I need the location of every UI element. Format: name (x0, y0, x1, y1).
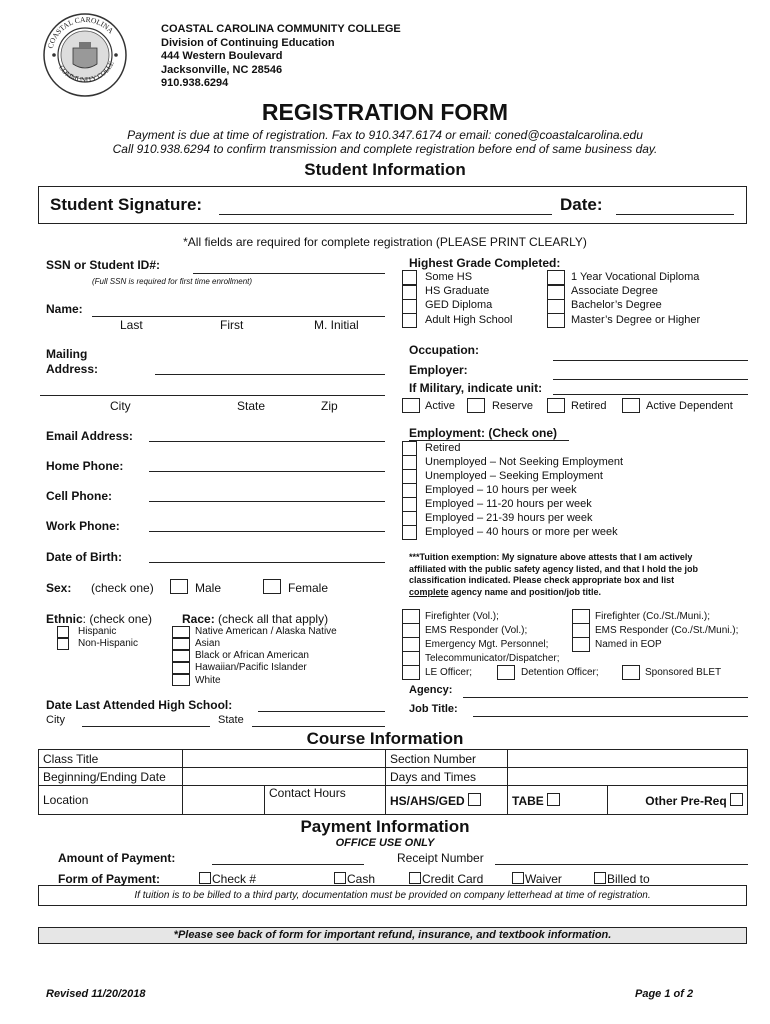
firefighter-vol: Firefighter (Vol.); (425, 611, 499, 622)
grade-hs-graduate: HS Graduate (425, 285, 490, 297)
occupation-label: Occupation: (409, 343, 480, 357)
street-address: 444 Western Boulevard (161, 50, 283, 62)
military-active-checkbox[interactable] (402, 398, 420, 413)
ems-co-checkbox[interactable] (572, 623, 590, 638)
employment-checkbox-not-seeking[interactable] (402, 455, 417, 470)
payment-note: Payment is due at time of registration. Fax to 910.347.6174 or email: coned@coastalcarolina.edu (127, 128, 643, 142)
ssn-label: SSN or Student ID#: (46, 258, 161, 272)
course-table (38, 749, 748, 815)
address-label: Address: (46, 362, 99, 376)
signature-date-field[interactable] (616, 214, 734, 215)
named-eop-checkbox[interactable] (572, 637, 590, 652)
revised-date: Revised 11/20/2018 (46, 988, 146, 1000)
job-title-label: Job Title: (409, 703, 458, 715)
tuition-line-1: ***Tuition exemption: My signature above attests that I am actively (409, 552, 693, 562)
work-phone-label: Work Phone: (46, 519, 120, 533)
receipt-field[interactable] (495, 864, 748, 865)
course-info-heading: Course Information (306, 729, 464, 748)
cell-phone-label: Cell Phone: (46, 489, 113, 503)
back-of-form-notice: *Please see back of form for important refund, insurance, and textbook information. (173, 929, 612, 941)
male-checkbox[interactable] (170, 579, 188, 594)
billed-checkbox[interactable] (594, 872, 606, 884)
student-info-heading: Student Information (304, 160, 466, 179)
date-label: Date: (560, 195, 603, 214)
military-active: Active (425, 400, 455, 412)
nonhispanic-checkbox[interactable] (57, 638, 69, 650)
military-unit-field[interactable] (553, 394, 748, 395)
detention-checkbox[interactable] (497, 665, 515, 680)
notice-box (38, 927, 747, 944)
tuition-complete: complete (409, 586, 449, 597)
amount-label: Amount of Payment: (58, 851, 176, 865)
employment-checkbox-11-20[interactable] (402, 497, 417, 512)
location-field[interactable] (183, 786, 265, 815)
name-field[interactable] (92, 316, 385, 317)
tuition-line-4 (409, 587, 698, 599)
ethnic-check-note: : (check one) (82, 612, 153, 626)
receipt-label: Receipt Number (397, 851, 484, 865)
grade-checkbox-hs-grad[interactable] (402, 285, 417, 300)
college-address (161, 23, 401, 91)
race-check-note: (check all that apply) (214, 612, 329, 626)
employment-40: Employed – 40 hours or more per week (425, 526, 618, 538)
named-eop: Named in EOP (595, 639, 662, 650)
section-number-label: Section Number (386, 750, 508, 768)
prereq-cell (608, 786, 748, 815)
school-city-label: City (46, 714, 65, 726)
employment-checkbox-seeking[interactable] (402, 469, 417, 484)
employment-label: Employment: (409, 426, 486, 440)
sponsored-blet: Sponsored BLET (645, 667, 722, 678)
employment-check-note: (Check one) (485, 426, 558, 440)
race-checkbox-asian[interactable] (172, 638, 190, 650)
third-party-box (38, 885, 747, 906)
required-note: *All fields are required for complete registration (PLEASE PRINT CLEARLY) (183, 235, 587, 249)
tabe-checkbox[interactable] (547, 793, 560, 806)
ems-vol-checkbox[interactable] (402, 623, 420, 638)
grade-checkbox-vocational[interactable] (547, 270, 565, 285)
work-phone-field[interactable] (149, 531, 385, 532)
race-black-label: Black or African American (195, 650, 309, 661)
home-phone-field[interactable] (149, 471, 385, 472)
employment-21-39: Employed – 21-39 hours per week (425, 512, 593, 524)
svg-text:COMMUNITY COLLEGE: COMMUNITY COLLE (56, 59, 116, 85)
days-times-label: Days and Times (386, 768, 508, 786)
zip-label: Zip (321, 399, 338, 413)
grade-checkbox-associate[interactable] (547, 285, 565, 300)
detention-officer: Detention Officer; (521, 667, 599, 678)
school-state-label: State (218, 714, 244, 726)
class-title-label: Class Title (39, 750, 183, 768)
employment-checkbox-40[interactable] (402, 525, 417, 540)
emergency-checkbox[interactable] (402, 637, 420, 652)
signature-label: Student Signature: (50, 195, 203, 214)
email-label: Email Address: (46, 429, 133, 443)
race-native-label: Native American / Alaska Native (195, 626, 337, 637)
grade-some-hs: Some HS (425, 271, 473, 283)
tuition-line-4-rest: agency name and position/job title. (448, 586, 602, 597)
grade-adult-hs: Adult High School (425, 314, 513, 326)
ems-co: EMS Responder (Co./St./Muni.); (595, 625, 739, 636)
military-dependent-checkbox[interactable] (622, 398, 640, 413)
job-title-field[interactable] (473, 716, 748, 717)
name-label: Name: (46, 302, 83, 316)
race-checkbox-native[interactable] (172, 626, 190, 638)
employment-11-20: Employed – 11-20 hours per week (425, 498, 592, 510)
grade-vocational: 1 Year Vocational Diploma (571, 271, 700, 283)
grade-associate: Associate Degree (571, 285, 658, 297)
class-title-field[interactable] (183, 750, 386, 768)
school-state-field[interactable] (252, 726, 385, 727)
check-checkbox[interactable] (199, 872, 211, 884)
tuition-line-2: affiliated with the public safety agency listed, and that I hold the job (409, 563, 699, 574)
credit-checkbox[interactable] (409, 872, 421, 884)
employment-seeking: Unemployed – Seeking Employment (425, 470, 603, 482)
race-hawaiian-label: Hawaiian/Pacific Islander (195, 662, 307, 673)
ssn-field[interactable] (193, 273, 385, 274)
ssn-note: (Full SSN is required for first time enrollment) (92, 277, 253, 286)
military-reserve-checkbox[interactable] (467, 398, 485, 413)
hispanic-label: Hispanic (78, 626, 117, 637)
race-checkbox-white[interactable] (172, 674, 190, 686)
military-reserve: Reserve (492, 400, 533, 412)
employment-not-seeking: Unemployed – Not Seeking Employment (425, 456, 624, 468)
form-title: REGISTRATION FORM (261, 99, 509, 125)
prereq-checkbox[interactable] (730, 793, 743, 806)
firefighter-co-checkbox[interactable] (572, 609, 590, 624)
section-number-field[interactable] (508, 750, 748, 768)
address-line-2[interactable] (40, 395, 385, 396)
employment-underline (409, 440, 569, 441)
last-school-field[interactable] (258, 711, 385, 712)
other-prereq-label: Other Pre-Req (645, 793, 727, 808)
hs-ahs-ged-label: HS/AHS/GED (390, 793, 465, 808)
race-asian-label: Asian (195, 638, 221, 649)
third-party-note: If tuition is to be billed to a third party, documentation must be provided on company letterhead at time of registration. (134, 890, 651, 901)
check-label: Check # (212, 872, 257, 886)
signature-box (38, 186, 747, 224)
race-label: Race: (182, 612, 215, 626)
tuition-exemption (409, 552, 698, 598)
dates-field[interactable] (183, 768, 386, 786)
le-officer-checkbox[interactable] (402, 665, 420, 680)
male-label: Male (195, 581, 222, 595)
college-name: COASTAL CAROLINA COMMUNITY COLLEGE (161, 23, 401, 35)
state-label: State (237, 399, 266, 413)
agency-field[interactable] (463, 697, 748, 698)
city-label: City (110, 399, 131, 413)
payment-info-heading: Payment Information (300, 817, 470, 836)
division-name: Division of Continuing Education (161, 36, 335, 49)
race-checkbox-black[interactable] (172, 650, 190, 662)
contact-hours-text: Contact Hours (269, 786, 346, 800)
employment-checkbox-retired[interactable] (402, 441, 417, 456)
employment-checkbox-10[interactable] (402, 483, 417, 498)
middle-initial-label: M. Initial (314, 318, 359, 332)
nonhispanic-label: Non-Hispanic (78, 638, 139, 649)
email-field[interactable] (149, 441, 385, 442)
employment-10: Employed – 10 hours per week (425, 484, 577, 496)
waiver-label: Waiver (525, 872, 562, 886)
confirm-note: Call 910.938.6294 to confirm transmission and complete registration before end of same business day. (112, 142, 658, 156)
tabe-label: TABE (512, 793, 544, 808)
hs-cell (386, 786, 508, 815)
female-checkbox[interactable] (263, 579, 281, 594)
seal-text: COASTAL CAROLINA (45, 14, 116, 50)
mailing-label: Mailing (46, 347, 88, 361)
blet-checkbox[interactable] (622, 665, 640, 680)
first-name-label: First (220, 318, 244, 332)
credit-label: Credit Card (422, 872, 484, 886)
firefighter-co: Firefighter (Co./St./Muni.); (595, 611, 711, 622)
grade-checkbox-master[interactable] (547, 313, 565, 328)
college-seal (42, 12, 128, 98)
office-use-only: OFFICE USE ONLY (335, 837, 435, 849)
emergency-personnel: Emergency Mgt. Personnel; (425, 639, 549, 650)
race-checkbox-hawaiian[interactable] (172, 662, 190, 674)
sex-label: Sex: (46, 581, 72, 595)
race-white-label: White (195, 675, 221, 686)
grade-checkbox-some-hs[interactable] (402, 270, 417, 285)
grade-label: Highest Grade Completed: (409, 256, 561, 270)
employment-retired: Retired (425, 442, 461, 454)
military-retired-checkbox[interactable] (547, 398, 565, 413)
location-label: Location (39, 786, 183, 815)
last-name-label: Last (120, 318, 143, 332)
waiver-checkbox[interactable] (512, 872, 524, 884)
grade-checkbox-ged[interactable] (402, 299, 417, 314)
grade-bachelor: Bachelor’s Degree (571, 299, 662, 311)
grade-checkbox-ahs[interactable] (402, 313, 417, 328)
signature-field[interactable] (219, 214, 552, 215)
employer-field[interactable] (553, 379, 748, 380)
form-of-payment-label: Form of Payment: (58, 872, 161, 886)
college-phone: 910.938.6294 (161, 77, 229, 89)
ems-vol: EMS Responder (Vol.); (425, 625, 528, 636)
military-retired: Retired (571, 400, 607, 412)
home-phone-label: Home Phone: (46, 459, 124, 473)
sex-check-note: (check one) (91, 581, 154, 595)
dob-label: Date of Birth: (46, 550, 122, 564)
grade-ged: GED Diploma (425, 299, 493, 311)
military-label: If Military, indicate unit: (409, 381, 543, 395)
dob-field[interactable] (149, 562, 385, 563)
occupation-field[interactable] (553, 360, 748, 361)
amount-field[interactable] (212, 864, 364, 865)
cash-label: Cash (347, 872, 376, 886)
le-officer: LE Officer; (425, 667, 473, 678)
employer-label: Employer: (409, 363, 468, 377)
page-number: Page 1 of 2 (635, 988, 694, 1000)
cash-checkbox[interactable] (334, 872, 346, 884)
military-dependent: Active Dependent (646, 400, 733, 412)
employment-checkbox-21-39[interactable] (402, 511, 417, 526)
female-label: Female (288, 581, 329, 595)
days-times-field[interactable] (508, 768, 748, 786)
hispanic-checkbox[interactable] (57, 626, 69, 638)
last-school-label: Date Last Attended High School: (46, 698, 233, 712)
hs-checkbox[interactable] (468, 793, 481, 806)
billed-label: Billed to (607, 872, 650, 886)
telecommunicator: Telecommunicator/Dispatcher; (425, 653, 560, 664)
telecom-checkbox[interactable] (402, 651, 420, 666)
city-address: Jacksonville, NC 28546 (161, 63, 283, 76)
dates-label: Beginning/Ending Date (39, 768, 183, 786)
tabe-cell (508, 786, 608, 815)
address-field[interactable] (155, 374, 385, 375)
grade-master: Master’s Degree or Higher (571, 314, 701, 326)
agency-label: Agency: (409, 684, 453, 696)
grade-checkbox-bachelor[interactable] (547, 299, 565, 314)
school-city-field[interactable] (82, 726, 210, 727)
cell-phone-field[interactable] (149, 501, 385, 502)
tuition-line-3: classification indicated. Please check appropriate box and list (409, 575, 675, 585)
ethnic-label: Ethnic (46, 612, 83, 626)
contact-hours-label (265, 786, 386, 815)
firefighter-vol-checkbox[interactable] (402, 609, 420, 624)
